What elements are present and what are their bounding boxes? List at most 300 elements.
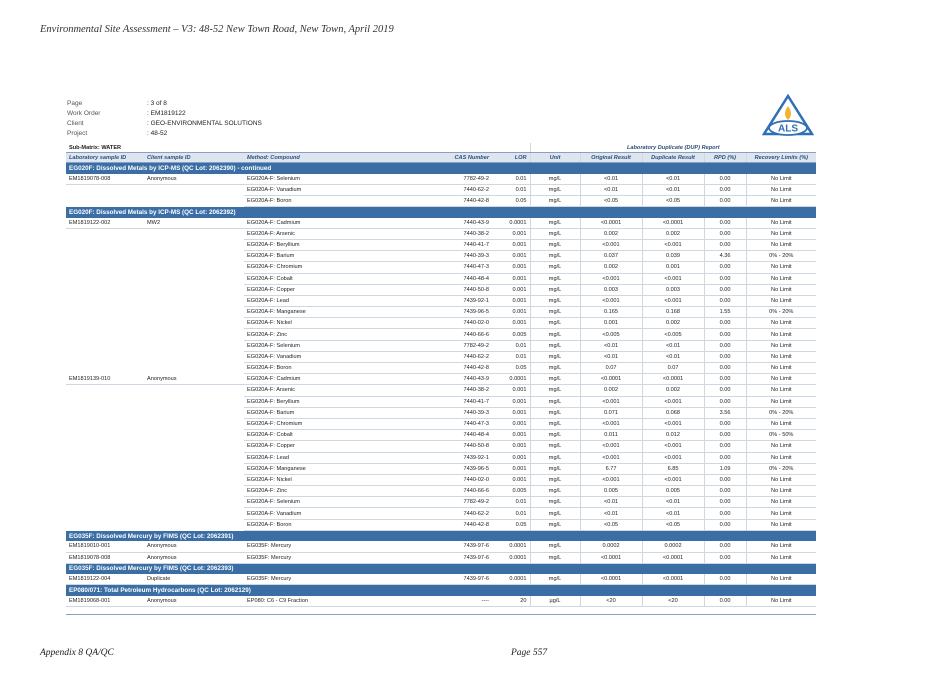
column-header: RPD (%) (704, 153, 746, 163)
table-cell: mg/L (530, 374, 580, 385)
table-row (66, 340, 816, 351)
table-cell: 7440-42-8 (414, 195, 492, 206)
table-cell: 7440-62-2 (414, 351, 492, 362)
table-cell: mg/L (530, 174, 580, 185)
table-cell: mg/L (530, 574, 580, 585)
table-cell: mg/L (530, 273, 580, 284)
table-cell (144, 396, 244, 407)
table-row (66, 418, 816, 429)
table-cell: 0% - 50% (746, 430, 816, 441)
als-logo (762, 94, 814, 138)
table-cell: 0.01 (492, 184, 530, 195)
table-cell: EG020A-F: Copper (244, 441, 414, 452)
table-cell (66, 184, 144, 195)
table-cell (66, 463, 144, 474)
table-cell: 7440-50-8 (414, 441, 492, 452)
table-cell: No Limit (746, 228, 816, 239)
table-cell: 0.0001 (492, 541, 530, 552)
table-cell: 0.00 (704, 430, 746, 441)
table-cell (144, 239, 244, 250)
table-cell: 0.05 (492, 363, 530, 374)
table-cell (144, 519, 244, 530)
meta-row (67, 129, 262, 139)
table-cell: 0.00 (704, 351, 746, 362)
table-cell: mg/L (530, 363, 580, 374)
table-cell: EM1819139-010 (66, 374, 144, 385)
table-cell: 7782-49-2 (414, 497, 492, 508)
table-cell: 0.002 (580, 228, 642, 239)
column-header: Method: Compound (244, 153, 414, 163)
table-row (66, 385, 816, 396)
table-cell (66, 195, 144, 206)
table-cell: 7440-66-6 (414, 329, 492, 340)
table-cell: 0.039 (642, 251, 704, 262)
table-cell: EG020A-F: Vanadium (244, 184, 414, 195)
table-cell: <0.01 (642, 508, 704, 519)
table-cell: No Limit (746, 441, 816, 452)
table-cell: 1.09 (704, 463, 746, 474)
table-cell: <0.001 (580, 295, 642, 306)
table-cell (66, 519, 144, 530)
table-cell: No Limit (746, 273, 816, 284)
table-cell: 0.00 (704, 474, 746, 485)
table-cell: 0.00 (704, 396, 746, 407)
table-cell (144, 474, 244, 485)
table-cell: 0.003 (642, 284, 704, 295)
submatrix-label: Sub-Matrix: WATER (66, 143, 530, 153)
table-cell: 0.07 (642, 363, 704, 374)
table-cell: mg/L (530, 340, 580, 351)
table-cell: ---- (414, 596, 492, 607)
column-header: Duplicate Result (642, 153, 704, 163)
section-header-row (66, 563, 816, 574)
section-title: EP080/071: Total Petroleum Hydrocarbons (QC Lot: 2062129) (66, 585, 816, 596)
column-header-row (66, 153, 816, 163)
table-cell: 7440-02-0 (414, 318, 492, 329)
table-cell: No Limit (746, 262, 816, 273)
table-cell (66, 363, 144, 374)
table-cell: EG020A-F: Beryllium (244, 396, 414, 407)
table-cell: mg/L (530, 251, 580, 262)
table-cell (66, 262, 144, 273)
table-cell: 7439-97-6 (414, 552, 492, 563)
table-cell: 0.00 (704, 174, 746, 185)
table-cell (66, 396, 144, 407)
meta-value: : 48-52 (147, 130, 168, 137)
table-cell: 1.55 (704, 307, 746, 318)
table-cell: MW2 (144, 218, 244, 229)
meta-label: Page (67, 100, 83, 107)
table-cell: <0.001 (642, 418, 704, 429)
table-cell: mg/L (530, 452, 580, 463)
table-cell: No Limit (746, 363, 816, 374)
table-cell: 0.01 (492, 340, 530, 351)
table-cell: 7439-92-1 (414, 295, 492, 306)
table-row (66, 363, 816, 374)
table-cell: No Limit (746, 184, 816, 195)
table-cell (144, 452, 244, 463)
table-cell: No Limit (746, 174, 816, 185)
table-cell: 0.00 (704, 273, 746, 284)
table-cell (144, 363, 244, 374)
table-cell: <0.0001 (642, 574, 704, 585)
table-cell: EG020A-F: Cadmium (244, 374, 414, 385)
table-cell (66, 407, 144, 418)
table-cell (144, 284, 244, 295)
table-cell: 0.001 (492, 452, 530, 463)
table-cell: <0.05 (580, 195, 642, 206)
table-cell: mg/L (530, 318, 580, 329)
column-header: LOR (492, 153, 530, 163)
table-cell: 0.01 (492, 508, 530, 519)
table-cell: EM1819010-001 (66, 541, 144, 552)
table-cell: 0.001 (492, 307, 530, 318)
table-cell: 7440-50-8 (414, 284, 492, 295)
table-cell (144, 407, 244, 418)
table-cell: EG020A-F: Vanadium (244, 351, 414, 362)
table-cell (144, 351, 244, 362)
table-row (66, 329, 816, 340)
table-cell (144, 195, 244, 206)
table-cell: mg/L (530, 463, 580, 474)
table-cell: 7439-96-5 (414, 463, 492, 474)
table-cell: Anonymous (144, 174, 244, 185)
table-cell: EG035F: Mercury (244, 574, 414, 585)
table-cell: 0% - 20% (746, 463, 816, 474)
table-cell: <0.01 (642, 174, 704, 185)
table-row (66, 441, 816, 452)
table-cell: 7439-97-6 (414, 541, 492, 552)
table-cell: mg/L (530, 486, 580, 497)
table-cell: <0.01 (580, 351, 642, 362)
table-cell: 0.037 (580, 251, 642, 262)
table-cell: 0.001 (492, 385, 530, 396)
table-cell: 0.00 (704, 497, 746, 508)
table-row (66, 228, 816, 239)
table-cell: 4.36 (704, 251, 746, 262)
table-cell: EG020A-F: Beryllium (244, 239, 414, 250)
table-cell: No Limit (746, 418, 816, 429)
table-cell: No Limit (746, 497, 816, 508)
table-cell (66, 385, 144, 396)
table-cell: 7439-96-5 (414, 307, 492, 318)
table-cell: 7440-41-7 (414, 239, 492, 250)
table-cell: EG020A-F: Zinc (244, 486, 414, 497)
table-row (66, 174, 816, 185)
table-cell (66, 318, 144, 329)
table-cell: mg/L (530, 474, 580, 485)
table-cell: <0.001 (642, 441, 704, 452)
table-cell: No Limit (746, 474, 816, 485)
table-cell (144, 295, 244, 306)
meta-row (67, 99, 262, 109)
table-cell: EG035F: Mercury (244, 541, 414, 552)
table-cell: 0.012 (642, 430, 704, 441)
table-cell: 0.003 (580, 284, 642, 295)
table-cell: 7782-49-2 (414, 174, 492, 185)
table-cell: <0.0001 (642, 374, 704, 385)
table-cell: 7439-92-1 (414, 452, 492, 463)
table-cell: mg/L (530, 508, 580, 519)
table-cell: <0.001 (580, 452, 642, 463)
table-cell: 0.00 (704, 418, 746, 429)
table-cell: No Limit (746, 329, 816, 340)
table-cell: mg/L (530, 519, 580, 530)
dup-table (66, 143, 816, 607)
table-cell: mg/L (530, 329, 580, 340)
table-cell (144, 508, 244, 519)
table-cell: 0.001 (492, 251, 530, 262)
table-cell: Anonymous (144, 374, 244, 385)
table-cell (66, 329, 144, 340)
table-cell: <0.05 (642, 519, 704, 530)
table-cell: 0.005 (580, 486, 642, 497)
table-cell: mg/L (530, 351, 580, 362)
table-cell: EG020A-F: Boron (244, 519, 414, 530)
table-cell: EG020A-F: Cobalt (244, 430, 414, 441)
table-cell: mg/L (530, 441, 580, 452)
table-cell (144, 497, 244, 508)
table-cell: <0.005 (580, 329, 642, 340)
table-cell (66, 452, 144, 463)
table-cell: 0.0001 (492, 374, 530, 385)
table-cell: EM1819068-001 (66, 596, 144, 607)
table-cell: 0% - 20% (746, 307, 816, 318)
table-row (66, 552, 816, 563)
table-cell (66, 508, 144, 519)
table-cell: No Limit (746, 541, 816, 552)
table-cell: No Limit (746, 385, 816, 396)
table-cell: 0.00 (704, 295, 746, 306)
table-cell: 20 (492, 596, 530, 607)
table-cell: No Limit (746, 396, 816, 407)
table-row (66, 452, 816, 463)
table-cell (66, 474, 144, 485)
table-row (66, 262, 816, 273)
table-cell: 0% - 20% (746, 251, 816, 262)
table-row (66, 184, 816, 195)
table-cell: 0.001 (580, 318, 642, 329)
table-cell: 0.00 (704, 441, 746, 452)
table-cell: 0.00 (704, 184, 746, 195)
table-cell: <0.001 (642, 396, 704, 407)
table-cell: 0.001 (492, 295, 530, 306)
table-cell: Duplicate (144, 574, 244, 585)
dup-report (66, 143, 816, 607)
table-cell: No Limit (746, 284, 816, 295)
report-meta (67, 99, 262, 139)
table-cell: 0.002 (642, 318, 704, 329)
table-cell: 6.77 (580, 463, 642, 474)
table-cell: 0.005 (492, 486, 530, 497)
table-cell: <0.001 (642, 273, 704, 284)
table-cell: mg/L (530, 396, 580, 407)
table-cell: <0.0001 (580, 218, 642, 229)
table-cell: EG020A-F: Selenium (244, 340, 414, 351)
footer-page-number: Page 557 (511, 648, 548, 658)
table-cell: 0.001 (492, 262, 530, 273)
table-cell: 0.001 (492, 430, 530, 441)
table-cell: EG020A-F: Nickel (244, 318, 414, 329)
table-cell: 0.07 (580, 363, 642, 374)
table-cell (144, 262, 244, 273)
table-cell (66, 486, 144, 497)
table-cell: <0.01 (642, 351, 704, 362)
table-row (66, 351, 816, 362)
table-cell: <0.01 (580, 340, 642, 351)
table-cell: 0.00 (704, 363, 746, 374)
table-body (66, 163, 816, 607)
table-cell: 0.00 (704, 385, 746, 396)
table-cell (66, 441, 144, 452)
table-cell: <0.0001 (642, 218, 704, 229)
table-cell: mg/L (530, 541, 580, 552)
table-cell: 0.00 (704, 218, 746, 229)
table-cell: No Limit (746, 508, 816, 519)
table-cell: EG020A-F: Copper (244, 284, 414, 295)
table-cell: <0.001 (642, 452, 704, 463)
column-header: Laboratory sample ID (66, 153, 144, 163)
table-cell: EG020A-F: Lead (244, 452, 414, 463)
table-cell: 0.002 (580, 262, 642, 273)
column-header: Recovery Limits (%) (746, 153, 816, 163)
table-cell: 7440-62-2 (414, 508, 492, 519)
table-cell: <20 (580, 596, 642, 607)
table-cell: 0.001 (492, 418, 530, 429)
table-cell: EG020A-F: Boron (244, 195, 414, 206)
table-cell: 7440-48-4 (414, 430, 492, 441)
table-row (66, 430, 816, 441)
table-cell (144, 228, 244, 239)
table-cell: mg/L (530, 184, 580, 195)
table-cell: No Limit (746, 318, 816, 329)
table-cell: 0.001 (492, 463, 530, 474)
table-row (66, 497, 816, 508)
table-cell (66, 307, 144, 318)
section-header-row (66, 530, 816, 541)
table-cell: 0.001 (492, 273, 530, 284)
table-cell: 0.071 (580, 407, 642, 418)
table-cell: <0.001 (642, 295, 704, 306)
table-cell: 0.011 (580, 430, 642, 441)
table-cell: 7440-42-8 (414, 519, 492, 530)
table-cell (144, 486, 244, 497)
table-cell: No Limit (746, 519, 816, 530)
meta-value: : EM1819122 (147, 110, 186, 117)
document-header: Environmental Site Assessment – V3: 48-52 New Town Road, New Town, April 2019 (40, 24, 394, 35)
table-cell: 0.00 (704, 340, 746, 351)
table-cell: <0.0001 (580, 574, 642, 585)
table-cell: 0.00 (704, 318, 746, 329)
table-cell: 0.002 (580, 385, 642, 396)
table-cell: Anonymous (144, 596, 244, 607)
table-cell (66, 497, 144, 508)
table-cell (66, 340, 144, 351)
meta-row (67, 119, 262, 129)
table-cell: EG020A-F: Barium (244, 251, 414, 262)
meta-label: Work Order (67, 110, 101, 117)
table-cell: <0.001 (642, 474, 704, 485)
column-header: CAS Number (414, 153, 492, 163)
table-cell: 0.00 (704, 239, 746, 250)
table-cell (66, 418, 144, 429)
table-cell (144, 430, 244, 441)
table-cell (144, 251, 244, 262)
table-cell: <0.01 (580, 184, 642, 195)
submatrix-row (66, 143, 816, 153)
table-row (66, 284, 816, 295)
table-cell: <0.01 (580, 174, 642, 185)
logo-flame (785, 106, 791, 120)
table-cell: EG020A-F: Lead (244, 295, 414, 306)
table-cell: EG020A-F: Arsenic (244, 385, 414, 396)
column-header: Client sample ID (144, 153, 244, 163)
table-cell: <0.0001 (642, 552, 704, 563)
table-cell: No Limit (746, 374, 816, 385)
table-cell: 0.00 (704, 486, 746, 497)
table-cell: 6.85 (642, 463, 704, 474)
table-cell: <0.005 (642, 329, 704, 340)
table-row (66, 195, 816, 206)
table-row (66, 318, 816, 329)
table-cell: mg/L (530, 295, 580, 306)
table-cell (66, 228, 144, 239)
table-cell: 0.168 (642, 307, 704, 318)
table-cell: No Limit (746, 239, 816, 250)
table-bottom-rule (66, 614, 816, 615)
table-cell: EG020A-F: Nickel (244, 474, 414, 485)
table-cell (144, 307, 244, 318)
meta-label: Client (67, 120, 84, 127)
column-header: Original Result (580, 153, 642, 163)
table-cell: No Limit (746, 218, 816, 229)
table-cell: No Limit (746, 574, 816, 585)
table-cell: EG020A-F: Cobalt (244, 273, 414, 284)
table-cell (144, 418, 244, 429)
section-title: EG020F: Dissolved Metals by ICP-MS (QC Lot: 2062392) (66, 207, 816, 218)
table-cell: 7440-39-3 (414, 407, 492, 418)
table-cell (144, 184, 244, 195)
table-cell: Anonymous (144, 552, 244, 563)
table-cell (66, 295, 144, 306)
table-cell: mg/L (530, 497, 580, 508)
table-cell: EG020A-F: Selenium (244, 497, 414, 508)
table-cell: 0.00 (704, 552, 746, 563)
table-cell: 0.00 (704, 374, 746, 385)
meta-value: : GEO-ENVIRONMENTAL SOLUTIONS (147, 120, 262, 127)
table-cell: 0.0001 (492, 218, 530, 229)
table-cell: EG020A-F: Selenium (244, 174, 414, 185)
table-cell: <0.001 (580, 418, 642, 429)
table-cell: No Limit (746, 596, 816, 607)
table-cell: 0.001 (492, 407, 530, 418)
table-cell: 0.001 (492, 441, 530, 452)
table-cell: <0.05 (642, 195, 704, 206)
table-cell: 0.165 (580, 307, 642, 318)
table-cell: 0.00 (704, 508, 746, 519)
table-cell: 7440-39-3 (414, 251, 492, 262)
table-cell: 0.002 (642, 385, 704, 396)
table-cell: EM1819078-008 (66, 552, 144, 563)
table-cell: No Limit (746, 486, 816, 497)
table-cell (144, 329, 244, 340)
table-cell: 7782-49-2 (414, 340, 492, 351)
table-cell: <0.01 (580, 497, 642, 508)
section-title: EG020F: Dissolved Metals by ICP-MS (QC Lot: 2062390) - continued (66, 163, 816, 174)
table-cell: No Limit (746, 195, 816, 206)
table-cell: <0.01 (642, 497, 704, 508)
table-cell (144, 340, 244, 351)
